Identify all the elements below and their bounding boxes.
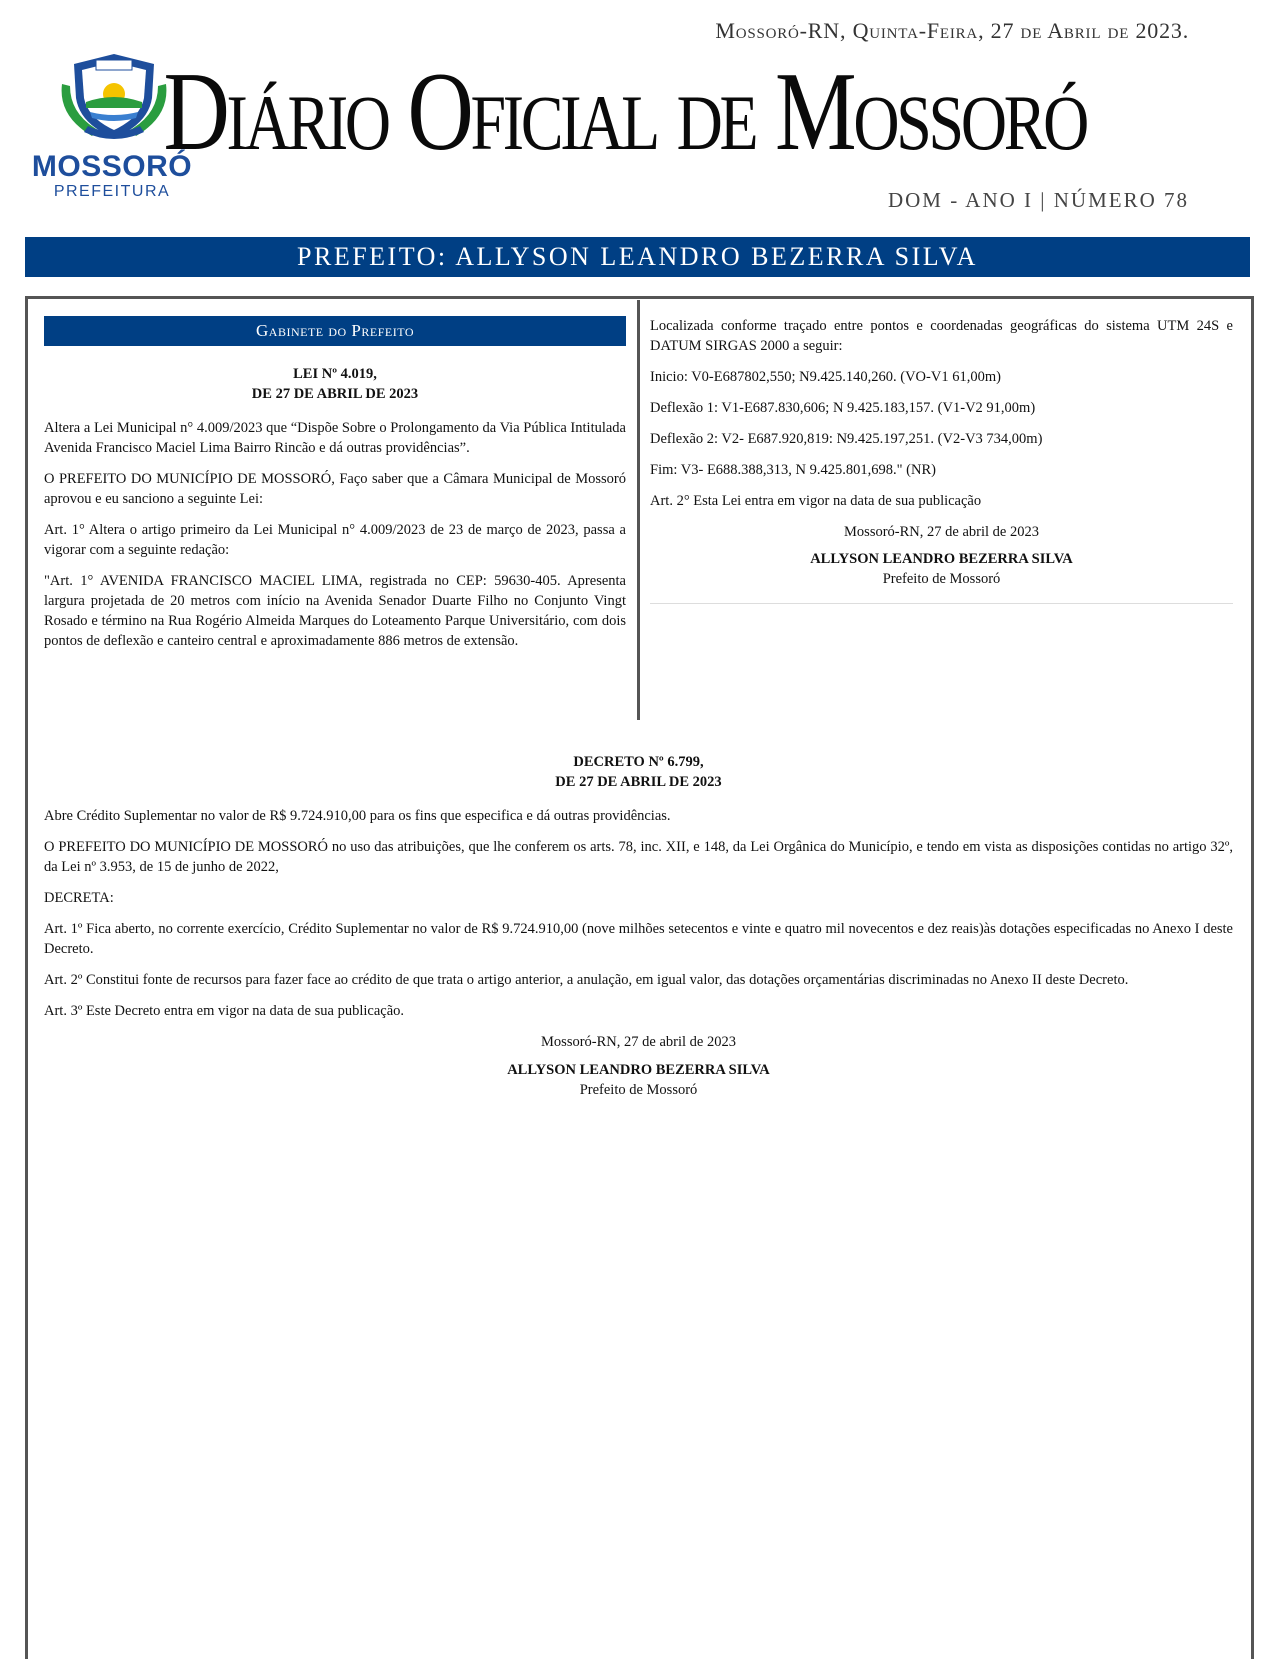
decree-title-line-1: DECRETO Nº 6.799, (573, 754, 704, 770)
signer-name: ALLYSON LEANDRO BEZERRA SILVA (507, 1062, 770, 1078)
decree-title-line-2: DE 27 DE ABRIL DE 2023 (555, 774, 722, 790)
decree-paragraph: Art. 1º Fica aberto, no corrente exercício, Crédito Suplementar no valor de R$ 9.724.910,00 (nove milhões setecentos e vinte e quatro mil novecentos e dez reais)às dotações especificadas no Anexo I deste Decreto. (44, 921, 1233, 957)
decree-paragraph: DECRETA: (44, 890, 114, 906)
law-title (44, 364, 626, 404)
signer-role: Prefeito de Mossoró (882, 571, 1001, 587)
law-paragraph: "Art. 1° AVENIDA FRANCISCO MACIEL LIMA, registrada no CEP: 59630-405. Apresenta largura projetada de 20 metros com início na Avenida Senador Duarte Filho no Conjunto Vingt Rosado e término na Rua Rogério Almeida Marques do Loteamento Parque Universitário, com dois pontos de deflexão e canteiro central e aproximadamente 886 metros de extensão. (44, 573, 626, 649)
divider (650, 603, 1233, 604)
coordinate-line: Deflexão 2: V2- E687.920,819: N9.425.197,251. (V2-V3 734,00m) (650, 431, 1043, 447)
law-paragraph: Altera a Lei Municipal n° 4.009/2023 que “Dispõe Sobre o Prolongamento da Via Pública Intitulada Avenida Francisco Maciel Lima Bairro Rincão e dá outras providências”. (44, 420, 626, 456)
decree-paragraph: Art. 2º Constitui fonte de recursos para fazer face ao crédito de que trata o artigo anterior, a anulação, em igual valor, das dotações orçamentárias discriminadas no Anexo II deste Decreto. (44, 972, 1129, 988)
section-header: Gabinete do Prefeito (44, 316, 626, 346)
logo-subtitle: PREFEITURA (53, 183, 171, 200)
place-date: Mossoró-RN, 27 de abril de 2023 (844, 524, 1039, 540)
right-column (650, 316, 1233, 604)
column-divider (637, 300, 640, 720)
coordinate-line: Deflexão 1: V1-E687.830,606; N 9.425.183,157. (V1-V2 91,00m) (650, 400, 1036, 416)
decree-paragraph: Art. 3º Este Decreto entra em vigor na data de sua publicação. (44, 1003, 405, 1019)
decree-section (44, 752, 1233, 1100)
issue-date: Mossoró-RN, Quinta-Feira, 27 de Abril de 2023. (715, 18, 1189, 43)
masthead-title: Diário Oficial de Mossoró (163, 50, 1087, 174)
signer-role: Prefeito de Mossoró (579, 1082, 698, 1098)
law-paragraph: Art. 2° Esta Lei entra em vigor na data de sua publicação (650, 493, 982, 509)
place-date: Mossoró-RN, 27 de abril de 2023 (541, 1034, 736, 1050)
signer-name: ALLYSON LEANDRO BEZERRA SILVA (810, 551, 1073, 567)
mayor-banner: PREFEITO: ALLYSON LEANDRO BEZERRA SILVA (25, 237, 1250, 277)
edition-number: DOM - ANO I | NÚMERO 78 (887, 188, 1189, 212)
decree-paragraph: O PREFEITO DO MUNICÍPIO DE MOSSORÓ no uso das atribuições, que lhe conferem os arts. 78, inc. XII, e 148, da Lei Orgânica do Município, e tendo em vista as disposições contidas no artigo 32º, da Lei nº 3.953, de 15 de junho de 2022, (44, 839, 1233, 875)
coordinate-line: Inicio: V0-E687802,550; N9.425.140,260. (VO-V1 61,00m) (650, 369, 1001, 385)
logo-city-name: MOSSORÓ (31, 150, 193, 183)
law-title-line-1: LEI Nº 4.019, (293, 366, 377, 382)
law-title-line-2: DE 27 DE ABRIL DE 2023 (251, 386, 419, 402)
decree-paragraph: Abre Crédito Suplementar no valor de R$ 9.724.910,00 para os fins que especifica e dá outras providências. (44, 808, 671, 824)
city-seal-icon (52, 46, 176, 146)
coordinate-line: Fim: V3- E688.388,313, N 9.425.801,698." (NR) (650, 462, 936, 478)
law-paragraph: Localizada conforme traçado entre pontos e coordenadas geográficas do sistema UTM 24S e DATUM SIRGAS 2000 a seguir: (650, 318, 1233, 354)
law-paragraph: Art. 1° Altera o artigo primeiro da Lei Municipal n° 4.009/2023 de 23 de março de 2023, passa a vigorar com a seguinte redação: (44, 522, 626, 558)
left-column (44, 316, 626, 662)
decree-title (44, 752, 1233, 792)
law-paragraph: O PREFEITO DO MUNICÍPIO DE MOSSORÓ, Faço saber que a Câmara Municipal de Mossoró aprovou e eu sanciono a seguinte Lei: (44, 471, 626, 507)
